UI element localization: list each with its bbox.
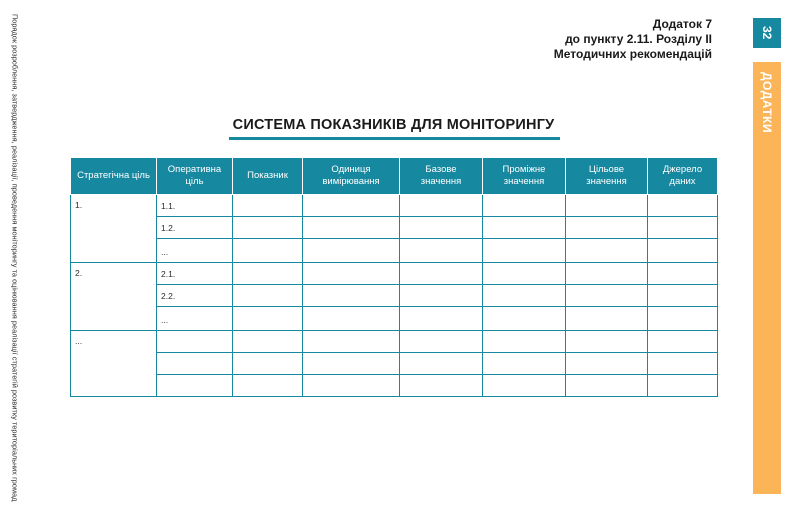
source-cell: [648, 217, 718, 239]
source-cell: [648, 375, 718, 397]
indicator-cell: [233, 285, 303, 307]
target-cell: [566, 239, 648, 263]
baseline-cell: [400, 285, 483, 307]
table-row: [71, 331, 718, 353]
operational-goal-cell: [157, 331, 233, 353]
operational-goal-cell: 2.1.: [157, 263, 233, 285]
section-label: ДОДАТКИ: [760, 72, 774, 134]
header-operational-goal: Оперативна ціль: [157, 158, 233, 195]
intermediate-cell: [483, 195, 566, 217]
source-cell: [648, 307, 718, 331]
side-running-title-text: Порядок розроблення, затвердження, реалізації, проведення моніторингу та оцінювання реалізації стратегій розвитку територіальних громад: [10, 14, 20, 502]
table-row: [71, 285, 718, 307]
header-strategic-goal: Стратегічна ціль: [71, 158, 157, 195]
indicator-cell: [233, 239, 303, 263]
baseline-cell: [400, 217, 483, 239]
operational-goal-cell: ...: [157, 307, 233, 331]
operational-goal-cell: [157, 375, 233, 397]
target-cell: [566, 263, 648, 285]
unit-cell: [303, 353, 400, 375]
intermediate-cell: [483, 285, 566, 307]
source-cell: [648, 353, 718, 375]
appendix-line-2: до пункту 2.11. Розділу II: [565, 32, 712, 46]
source-cell: [648, 331, 718, 353]
strategic-goal-cell: 1.: [71, 195, 157, 263]
monitoring-indicators-table: [70, 157, 718, 397]
unit-cell: [303, 263, 400, 285]
intermediate-cell: [483, 239, 566, 263]
target-cell: [566, 353, 648, 375]
target-cell: [566, 285, 648, 307]
target-cell: [566, 375, 648, 397]
baseline-cell: [400, 239, 483, 263]
unit-cell: [303, 375, 400, 397]
baseline-cell: [400, 195, 483, 217]
source-cell: [648, 195, 718, 217]
header-target-value: Цільове значення: [566, 158, 648, 195]
appendix-heading: [554, 17, 712, 62]
baseline-cell: [400, 307, 483, 331]
operational-goal-cell: 1.2.: [157, 217, 233, 239]
strategic-goal-cell: ...: [71, 331, 157, 397]
table-row: [71, 263, 718, 285]
section-strip: [753, 62, 781, 494]
unit-cell: [303, 307, 400, 331]
baseline-cell: [400, 375, 483, 397]
indicator-cell: [233, 263, 303, 285]
intermediate-cell: [483, 307, 566, 331]
intermediate-cell: [483, 331, 566, 353]
baseline-cell: [400, 331, 483, 353]
operational-goal-cell: [157, 353, 233, 375]
indicator-cell: [233, 195, 303, 217]
intermediate-cell: [483, 375, 566, 397]
header-intermediate-value: Проміжне значення: [483, 158, 566, 195]
appendix-line-1: Додаток 7: [652, 17, 712, 31]
target-cell: [566, 307, 648, 331]
strategic-goal-cell: 2.: [71, 263, 157, 331]
header-data-source: Джерело даних: [648, 158, 718, 195]
indicator-cell: [233, 217, 303, 239]
unit-cell: [303, 239, 400, 263]
header-baseline-value: Базове значення: [400, 158, 483, 195]
table-row: [71, 307, 718, 331]
target-cell: [566, 217, 648, 239]
source-cell: [648, 263, 718, 285]
side-running-title: [8, 14, 22, 502]
intermediate-cell: [483, 353, 566, 375]
table-header-row: [71, 158, 718, 195]
target-cell: [566, 195, 648, 217]
indicator-cell: [233, 353, 303, 375]
target-cell: [566, 331, 648, 353]
unit-cell: [303, 217, 400, 239]
header-indicator: Показник: [233, 158, 303, 195]
operational-goal-cell: 2.2.: [157, 285, 233, 307]
table-row: [71, 353, 718, 375]
indicator-cell: [233, 307, 303, 331]
title-underline: [229, 137, 560, 140]
table-row: [71, 195, 718, 217]
operational-goal-cell: 1.1.: [157, 195, 233, 217]
page-number: 32: [760, 26, 774, 40]
source-cell: [648, 285, 718, 307]
operational-goal-cell: ...: [157, 239, 233, 263]
unit-cell: [303, 331, 400, 353]
baseline-cell: [400, 353, 483, 375]
table-row: [71, 239, 718, 263]
intermediate-cell: [483, 263, 566, 285]
table-row: [71, 375, 718, 397]
intermediate-cell: [483, 217, 566, 239]
page-number-tab: [753, 18, 781, 48]
appendix-line-3: Методичних рекомендацій: [553, 47, 712, 61]
unit-cell: [303, 285, 400, 307]
indicator-cell: [233, 375, 303, 397]
baseline-cell: [400, 263, 483, 285]
page-title: СИСТЕМА ПОКАЗНИКІВ ДЛЯ МОНІТОРИНГУ: [232, 117, 555, 133]
table-row: [71, 217, 718, 239]
source-cell: [648, 239, 718, 263]
header-unit: Одиниця вимірювання: [303, 158, 400, 195]
unit-cell: [303, 195, 400, 217]
indicator-cell: [233, 331, 303, 353]
